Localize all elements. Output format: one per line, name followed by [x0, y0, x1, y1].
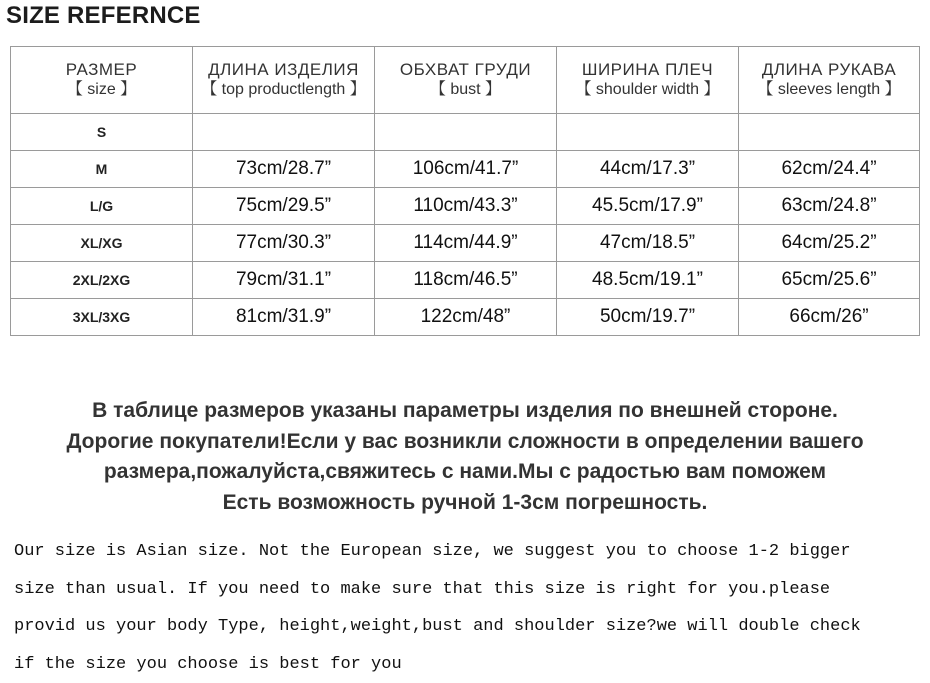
size-cell: L/G: [11, 188, 193, 225]
shoulder-cell: [557, 114, 739, 151]
sleeve-cell: 65cm/25.6”: [739, 262, 920, 299]
length-cell: 79cm/31.1”: [193, 262, 375, 299]
bust-cell: 110cm/43.3”: [375, 188, 557, 225]
size-cell: M: [11, 151, 193, 188]
bust-cell: [375, 114, 557, 151]
shoulder-cell: 44cm/17.3”: [557, 151, 739, 188]
shoulder-cell: 45.5cm/17.9”: [557, 188, 739, 225]
header-label-ru: ШИРИНА ПЛЕЧ: [557, 60, 738, 80]
size-cell: XL/XG: [11, 225, 193, 262]
header-length: [193, 47, 375, 114]
length-cell: 75cm/29.5”: [193, 188, 375, 225]
table-row: [11, 299, 920, 336]
header-label-ru: ДЛИНА ИЗДЕЛИЯ: [193, 60, 374, 80]
size-cell: 2XL/2XG: [11, 262, 193, 299]
size-cell: S: [11, 114, 193, 151]
note-line: Дорогие покупатели!Если у вас возникли сложности в определении вашего: [0, 427, 930, 458]
header-label-ru: ОБХВАТ ГРУДИ: [375, 60, 556, 80]
length-cell: 73cm/28.7”: [193, 151, 375, 188]
shoulder-cell: 47cm/18.5”: [557, 225, 739, 262]
size-chart-table: [10, 46, 920, 336]
header-label-ru: РАЗМЕР: [11, 60, 192, 80]
note-line: В таблице размеров указаны параметры изделия по внешней стороне.: [0, 396, 930, 427]
length-cell: 77cm/30.3”: [193, 225, 375, 262]
length-cell: [193, 114, 375, 151]
header-bust: [375, 47, 557, 114]
sleeve-cell: 63cm/24.8”: [739, 188, 920, 225]
sleeve-cell: [739, 114, 920, 151]
header-label-en: 【 sleeves length 】: [739, 80, 919, 100]
table-row: [11, 225, 920, 262]
header-label-en: 【 bust 】: [375, 80, 556, 100]
sleeve-cell: 66cm/26”: [739, 299, 920, 336]
length-cell: 81cm/31.9”: [193, 299, 375, 336]
header-label-en: 【 top productlength 】: [193, 80, 374, 100]
note-line: размера,пожалуйста,свяжитесь с нами.Мы с радостью вам поможем: [0, 457, 930, 488]
sleeve-cell: 64cm/25.2”: [739, 225, 920, 262]
shoulder-cell: 48.5cm/19.1”: [557, 262, 739, 299]
header-label-ru: ДЛИНА РУКАВА: [739, 60, 919, 80]
sleeve-cell: 62cm/24.4”: [739, 151, 920, 188]
header-sleeve: [739, 47, 920, 114]
header-label-en: 【 size 】: [11, 80, 192, 100]
page-title: SIZE REFERNCE: [6, 2, 201, 30]
header-label-en: 【 shoulder width 】: [557, 80, 738, 100]
bust-cell: 114cm/44.9”: [375, 225, 557, 262]
note-line: provid us your body Type, height,weight,bust and shoulder size?we will double check: [14, 608, 924, 646]
header-size: [11, 47, 193, 114]
english-note: [14, 533, 924, 683]
table-row: [11, 151, 920, 188]
bust-cell: 122cm/48”: [375, 299, 557, 336]
note-line: if the size you choose is best for you: [14, 646, 924, 683]
table-row: [11, 262, 920, 299]
note-line: Our size is Asian size. Not the European size, we suggest you to choose 1-2 bigger: [14, 533, 924, 571]
note-line: size than usual. If you need to make sure that this size is right for you.please: [14, 571, 924, 609]
note-line: Есть возможность ручной 1-3см погрешность.: [0, 488, 930, 519]
shoulder-cell: 50cm/19.7”: [557, 299, 739, 336]
russian-note: [0, 396, 930, 518]
bust-cell: 118cm/46.5”: [375, 262, 557, 299]
table-row: [11, 114, 920, 151]
table-row: [11, 188, 920, 225]
size-cell: 3XL/3XG: [11, 299, 193, 336]
table-header-row: [11, 47, 920, 114]
bust-cell: 106cm/41.7”: [375, 151, 557, 188]
header-shoulder: [557, 47, 739, 114]
